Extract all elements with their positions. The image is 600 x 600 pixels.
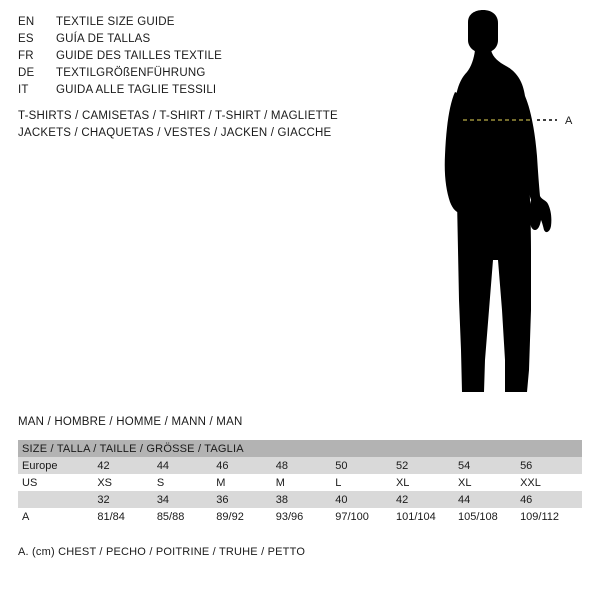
cell-value: 109/112 bbox=[520, 510, 560, 523]
cell-value: 46 bbox=[216, 459, 229, 472]
size-table-body bbox=[18, 457, 582, 525]
language-row bbox=[18, 50, 398, 67]
cell-value: M bbox=[275, 476, 285, 489]
cell-value: XL bbox=[458, 476, 472, 489]
row-label: Europe bbox=[22, 459, 58, 472]
table-header-row bbox=[18, 440, 582, 457]
table-row bbox=[18, 508, 582, 525]
cell-value: 48 bbox=[275, 459, 288, 472]
cell-value: 50 bbox=[335, 459, 348, 472]
language-row bbox=[18, 84, 398, 101]
cell-value: 40 bbox=[335, 493, 348, 506]
row-label bbox=[18, 491, 97, 508]
language-header-block bbox=[18, 16, 398, 101]
category-tshirts: T-SHIRTS / CAMISETAS / T-SHIRT / T-SHIRT / MAGLIETTE bbox=[18, 110, 338, 122]
cell-value: XS bbox=[97, 476, 113, 489]
size-table bbox=[18, 440, 582, 525]
size-table-head bbox=[18, 440, 582, 457]
cell-value: 34 bbox=[156, 493, 170, 506]
cell-value: S bbox=[156, 476, 165, 489]
cell-value: M bbox=[216, 476, 226, 489]
language-title: GUIDE DES TAILLES TEXTILE bbox=[56, 50, 223, 62]
language-code: ES bbox=[18, 33, 34, 45]
row-label: A bbox=[22, 510, 30, 523]
cell-value: 46 bbox=[520, 493, 533, 506]
language-code: FR bbox=[18, 50, 34, 62]
language-code: DE bbox=[18, 67, 35, 79]
table-row bbox=[18, 491, 582, 508]
cell-value: 54 bbox=[458, 459, 471, 472]
language-title: TEXTILGRÖßENFÜHRUNG bbox=[56, 67, 206, 79]
male-figure-illustration bbox=[405, 10, 595, 410]
cell-value: 89/92 bbox=[216, 510, 244, 523]
cell-value: 38 bbox=[275, 493, 288, 506]
cell-value: 44 bbox=[156, 459, 170, 472]
chest-measure-label: A bbox=[565, 115, 573, 127]
language-row bbox=[18, 67, 398, 84]
size-header-cell: SIZE / TALLA / TAILLE / GRÖSSE / TAGLIA bbox=[22, 442, 244, 455]
language-title: GUÍA DE TALLAS bbox=[56, 33, 151, 45]
cell-value: 97/100 bbox=[335, 510, 369, 523]
cell-value: 44 bbox=[458, 493, 471, 506]
table-row bbox=[18, 474, 582, 491]
table-title: MAN / HOMBRE / HOMME / MANN / MAN bbox=[18, 416, 243, 428]
cell-value: 101/104 bbox=[395, 510, 436, 523]
cell-value: 32 bbox=[97, 493, 110, 506]
language-code: EN bbox=[18, 16, 35, 28]
cell-value: L bbox=[335, 476, 342, 489]
cell-value: 42 bbox=[395, 493, 409, 506]
language-row bbox=[18, 33, 398, 50]
category-jackets: JACKETS / CHAQUETAS / VESTES / JACKEN / GIACCHE bbox=[18, 127, 332, 139]
cell-value: 105/108 bbox=[458, 510, 498, 523]
language-row bbox=[18, 16, 398, 33]
language-title: GUIDA ALLE TAGLIE TESSILI bbox=[56, 84, 217, 96]
garment-category-block bbox=[18, 110, 418, 144]
cell-value: 85/88 bbox=[156, 510, 185, 523]
cell-value: 36 bbox=[216, 493, 229, 506]
cell-value: 42 bbox=[97, 459, 110, 472]
footnote-chest-measure: A. (cm) CHEST / PECHO / POITRINE / TRUHE / PETTO bbox=[18, 546, 306, 558]
cell-value: 52 bbox=[395, 459, 409, 472]
row-label: US bbox=[22, 476, 38, 489]
cell-value: 81/84 bbox=[97, 510, 125, 523]
cell-value: XXL bbox=[520, 476, 541, 489]
cell-value: 56 bbox=[520, 459, 533, 472]
cell-value: 93/96 bbox=[275, 510, 304, 523]
male-silhouette-icon bbox=[405, 10, 595, 410]
table-row bbox=[18, 457, 582, 474]
language-title: TEXTILE SIZE GUIDE bbox=[56, 16, 175, 28]
cell-value: XL bbox=[395, 476, 410, 489]
language-code: IT bbox=[18, 84, 29, 96]
